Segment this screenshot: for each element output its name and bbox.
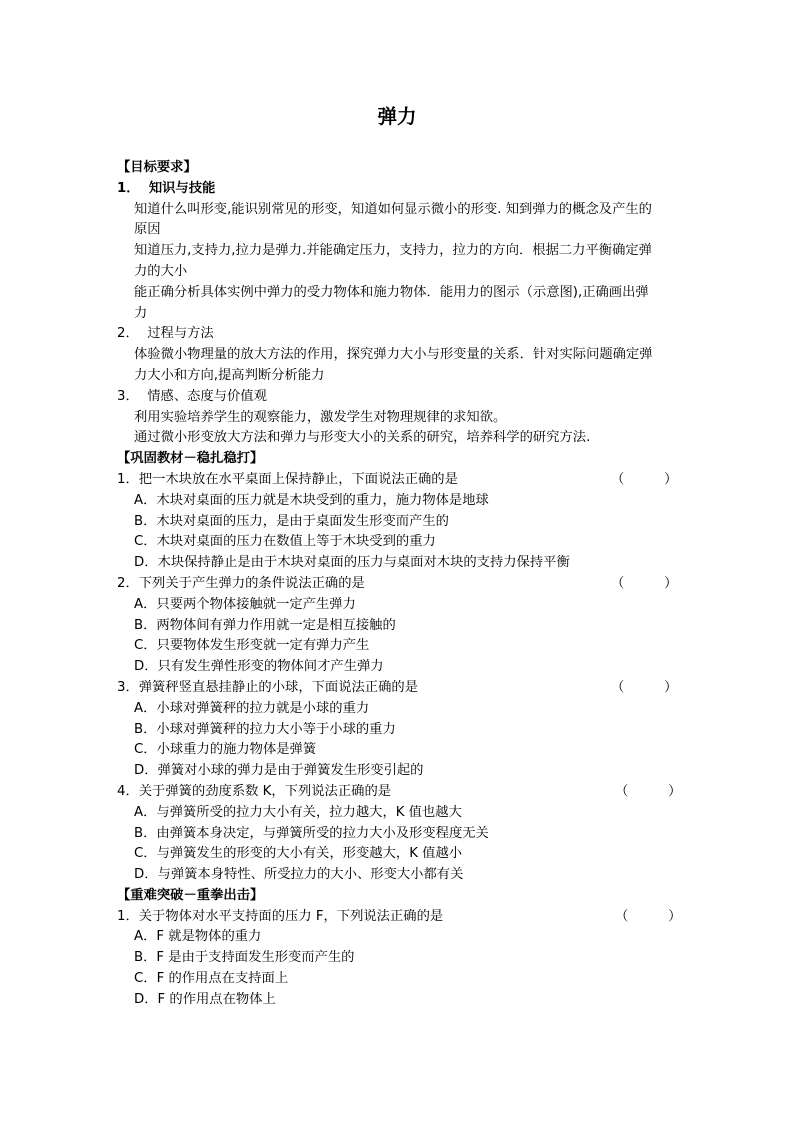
question-3-stem: 3．弹簧秤竖直悬挂静止的小球，下面说法正确的是 [117, 679, 418, 695]
goal-2-heading [117, 324, 717, 345]
question-option: D．F 的作用点在物体上 [134, 991, 276, 1007]
question-stem [117, 678, 717, 699]
question-2-stem: 2．下列关于产生弹力的条件说法正确的是 [117, 575, 365, 591]
question-option: C．小球重力的施力物体是弹簧 [134, 742, 317, 758]
document-content [117, 158, 717, 1011]
question-option: C．F 的作用点在支持面上 [134, 971, 289, 987]
question-option: A．木块对桌面的压力就是木块受到的重力，施力物体是地球 [134, 492, 489, 508]
question-option: B．F 是由于支持面发生形变而产生的 [134, 950, 355, 966]
goal-1-line: 力的大小 [134, 263, 188, 279]
goal-2-title: 过程与方法 [147, 326, 214, 342]
question-option: C．只要物体发生形变就一定有弹力产生 [134, 638, 370, 654]
question-option: D．与弹簧本身特性、所受拉力的大小、形变大小都有关 [134, 867, 464, 883]
answer-paren: （ ） [615, 783, 682, 799]
section-header-goals: 【目标要求】 [117, 160, 197, 175]
question-option: D．弹簧对小球的弹力是由于弹簧发生形变引起的 [134, 763, 424, 779]
question-option: C．与弹簧发生的形变的大小有关，形变越大，K 值越小 [134, 846, 463, 862]
answer-paren: （ ） [615, 908, 682, 924]
question-option: A．与弹簧所受的拉力大小有关，拉力越大，K 值也越大 [134, 804, 462, 820]
goal-3-heading [117, 387, 717, 408]
goal-2-number: 2． [117, 326, 139, 342]
goal-1-line: 知道压力,支持力,拉力是弹力.并能确定压力，支持力，拉力的方向．根据二力平衡确定弹 [134, 243, 652, 259]
goal-2-line: 力大小和方向,提高判断分析能力 [134, 367, 325, 383]
goal-3-line: 通过微小形变放大方法和弹力与形变大小的关系的研究，培养科学的研究方法. [134, 430, 591, 446]
goal-1-line: 能正确分析具体实例中弹力的受力物体和施力物体．能用力的图示（示意图),正确画出弹 [134, 284, 649, 300]
question-option: A．F 就是物体的重力 [134, 929, 262, 945]
goal-3-line: 利用实验培养学生的观察能力，激发学生对物理规律的求知欲。 [134, 409, 507, 425]
question-option: B．木块对桌面的压力，是由于桌面发生形变而产生的 [134, 513, 449, 529]
question-stem [117, 470, 717, 491]
question-option: C．木块对桌面的压力在数值上等于木块受到的重力 [134, 534, 436, 550]
goal-2-line: 体验微小物理量的放大方法的作用，探究弹力大小与形变量的关系．针对实际问题确定弹 [134, 347, 653, 363]
document-title: 弹力 [377, 105, 417, 128]
goal-3-number: 3． [117, 388, 139, 404]
section-header-difficult: 【重难突破－重拳出击】 [117, 887, 264, 903]
goal-1-line: 知道什么叫形变,能识别常见的形变，知道如何显示微小的形变. 知到弹力的概念及产生的 [134, 201, 652, 217]
question-5-stem: 1．关于物体对水平支持面的压力 F，下列说法正确的是 [117, 908, 444, 924]
question-option: A．小球对弹簧秤的拉力就是小球的重力 [134, 700, 370, 716]
question-option: D．只有发生弹性形变的物体间才产生弹力 [134, 659, 384, 675]
question-option: B．由弹簧本身决定，与弹簧所受的拉力大小及形变程度无关 [134, 825, 489, 841]
question-1-stem: 1．把一木块放在水平桌面上保持静止，下面说法正确的是 [117, 471, 458, 487]
answer-paren: （ ） [611, 575, 678, 591]
goal-1-line: 原因 [134, 222, 161, 238]
question-stem [117, 782, 717, 803]
question-option: D．木块保持静止是由于木块对桌面的压力与桌面对木块的支持力保持平衡 [134, 555, 570, 571]
answer-paren: （ ） [611, 471, 678, 487]
question-option: B．两物体间有弹力作用就一定是相互接触的 [134, 617, 396, 633]
goal-1-number: 1． [117, 180, 140, 196]
question-stem [117, 574, 717, 595]
answer-paren: （ ） [611, 679, 678, 695]
question-option: A．只要两个物体接触就一定产生弹力 [134, 596, 356, 612]
section-header-consolidate: 【巩固教材－稳扎稳打】 [117, 451, 264, 467]
question-stem [117, 907, 717, 928]
question-4-stem: 4．关于弹簧的劲度系数 K，下列说法正确的是 [117, 783, 392, 799]
goal-3-title: 情感、态度与价值观 [147, 388, 267, 404]
goal-1-line: 力 [134, 305, 148, 321]
goal-1-heading [117, 179, 717, 200]
question-option: B．小球对弹簧秤的拉力大小等于小球的重力 [134, 721, 396, 737]
goal-1-title: 知识与技能 [148, 180, 216, 196]
